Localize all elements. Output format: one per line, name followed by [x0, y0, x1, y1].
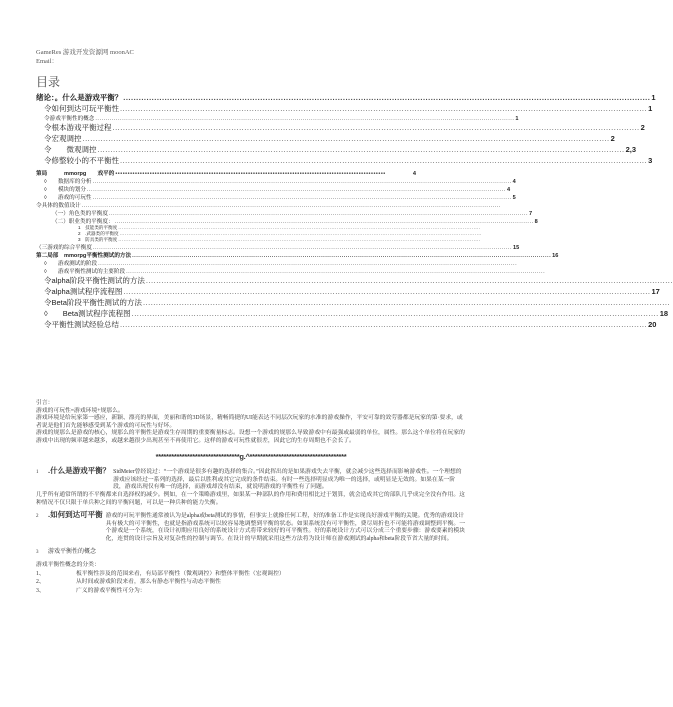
- section-heading: 游戏平衡性的概念: [48, 548, 97, 555]
- toc-entry[interactable]: 令 微观调控 ............................................................................................................................................................................................................ 2,3: [44, 145, 637, 154]
- section-2: [36, 511, 466, 543]
- intro-paragraph: 游戏的可玩性=游戏环境+规那么。: [36, 407, 124, 414]
- toc-entry[interactable]: （三游戏的综合平衡度 ............................................................................................................................................................................................................ 15: [36, 245, 520, 251]
- header-source-line: GameRes 游戏开发资源网 moonAC: [36, 49, 134, 56]
- toc-entry[interactable]: 令平衡性测试经验总结 ............................................................................................................................................................................................................ 20: [44, 320, 657, 329]
- toc-entry[interactable]: ◊ Beta测试程序流程图 ............................................................................................................................................................................................................ 18: [44, 309, 669, 318]
- section-number: 1: [36, 470, 39, 476]
- concept-intro: 游戏平衡性概念的分类：: [36, 562, 100, 569]
- toc-entry[interactable]: 令游戏平衡性的概念 ............................................................................................................................................................................................................ 1: [44, 116, 519, 122]
- toc-entry[interactable]: 绪论：。什么是游戏平衡？ ............................................................................................................................................................................................................ 1: [36, 93, 656, 102]
- toc-entry[interactable]: ◊ 游戏的可玩性 ............................................................................................................................................................................................................ 5: [44, 195, 516, 201]
- toc-entry[interactable]: 令alpha测试程序流程图 ............................................................................................................................................................................................................ 17: [44, 287, 660, 296]
- table-of-contents: [36, 92, 673, 330]
- toc-entry[interactable]: ◊ 游戏平衡性测试的主要阶段 ............................................................................................................................................................................................................: [44, 269, 546, 275]
- section-number: 2: [36, 514, 39, 520]
- toc-entry[interactable]: 第二局部 mmorpg平衡性测试的方法 ............................................................................................................................................................................................................ 16: [36, 253, 559, 259]
- list-item: 3、 广义的游戏平衡性可分为：: [36, 587, 146, 594]
- toc-entry[interactable]: 3 防具类的平衡度 ............................................................................................................................................................................................................: [78, 237, 481, 242]
- section-heading: .如何到达可平衡: [48, 510, 103, 520]
- toc-entry[interactable]: 令具体的数值设计 ............................................................................................................................................................................................................: [36, 203, 501, 209]
- toc-entry[interactable]: ◊ 游戏测试的阶段 ............................................................................................................................................................................................................: [44, 261, 518, 267]
- document-body: [36, 400, 466, 595]
- intro-label: 引言：: [36, 400, 54, 406]
- toc-entry[interactable]: 令Beta阶段平衡性测试的方法 ............................................................................................................................................................................................................: [44, 298, 671, 307]
- toc-entry[interactable]: 令如何到达可玩平衡性 ............................................................................................................................................................................................................ 1: [44, 104, 653, 113]
- paragraph: 几乎所有通常所谓的不平衡都来自选择权的减少。例如，在一个策略游戏里，如果某一种部队的作用和费用相比过于划算，就会造成其它的部队几乎成完全没有作用。这种情况不仅只限于单兵种之间的平衡问题，可以是一种兵种的能力失衡。: [36, 491, 465, 506]
- toc-entry[interactable]: 2 .武器类的平衡度 ............................................................................................................................................................................................................: [78, 231, 482, 236]
- intro-paragraph: 游戏环境是给玩家第一感应，新颖、漂亮的界面，美丽和谐的3D场景，精畅简捷的UI能表达不同层次玩家的水准的游戏操作，平安可靠的效劳器都是玩家的第·要求，或者说是他们首先能够感受到某个游戏的可玩性与好坏。: [36, 415, 463, 429]
- toc-entry[interactable]: ◊ 模块的划分 ............................................................................................................................................................................................................ 4: [44, 187, 511, 193]
- toc-entry[interactable]: 1 技能类的平衡度 ............................................................................................................................................................................................................: [78, 225, 481, 230]
- list-item: 2、 从时间或游戏阶段来看，那么有静态平衡性与动态平衡性: [36, 579, 221, 586]
- toc-entry[interactable]: 令宏观调控 ............................................................................................................................................................................................................ 2: [44, 134, 615, 143]
- header-email-line: Email：: [36, 58, 59, 65]
- section-heading: .什么是游戏平衡？: [48, 466, 111, 476]
- toc-entry[interactable]: 令alpha阶段平衡性测试的方法 ............................................................................................................................................................................................................: [44, 276, 673, 285]
- section-number: 3: [36, 549, 39, 555]
- section-divider: ********************************g.^*************************************: [155, 451, 347, 461]
- toc-entry[interactable]: （二）职业类的平衡度： ............................................................................................................................................................................................................ 8: [52, 219, 538, 225]
- section-text: SidMeier曾经说过：“一个游戏是很多有趣的选择的集合。”因此挥出的是如果游戏失去平衡，就会减少这些选择而影响游戏性。一个理想的游戏应该经过一系列的选择，最后以胜利或其它完成的条件结束。有时一些选择明显成为唯一的选择，或明显是无效的。如果在某一阶段，游戏出现仅有唯一的选择，而游戏却没有结束，就说明游戏的平衡性有了问题。: [113, 469, 462, 491]
- toc-entry[interactable]: 令根本游戏平衡过程 ............................................................................................................................................................................................................ 2: [44, 123, 645, 132]
- section-1: [36, 467, 466, 492]
- section-text: 游戏的可玩平衡性通常被认为是alpha或beta测试的事情，但事实上就像任何工程，好的准备工作是实现良好游戏平衡的关键。优秀的游戏设计具有极大的可平衡性，也就是指游戏系统可以较容易地调整到平衡的状态。如果系统没有可平衡性，费尽周折也不可能将游戏调整到平衡。一个游戏是一个系统，在设计初期应用良好的系统设计方式将带来较好的可平衡性。好的系统设计方式可以分成三个重要步骤：游戏要素的模块化，连贯的设计宗旨及对复杂性的控制与调节。在设计的早期就采用这些方法将为设计师在游戏测试的alpha和beta阶段节省大量的时间。: [105, 513, 466, 542]
- toc-entry[interactable]: （一）角色类的平衡度 ............................................................................................................................................................................................................ 7: [52, 211, 533, 217]
- contents-title: 目录: [36, 75, 61, 89]
- list-item: 1、 板平衡性涉及的范围来看，有局部平衡性（微观调控）和整体平衡性（宏观调控）: [36, 570, 285, 577]
- toc-entry[interactable]: ◊ 数据库的分析 ............................................................................................................................................................................................................ 4: [44, 179, 516, 185]
- toc-entry[interactable]: 令修整较小的不平衡性 ............................................................................................................................................................................................................ 3: [44, 156, 653, 165]
- section-3: [36, 549, 466, 557]
- intro-paragraph: 游戏的规那么是游戏的核心，规那么的平衡性是游戏生存周期的重要衡量标志。设想一个游戏的规那么导致游戏中有最强或最弱的单位，属性。那么这个单位将在玩家的游戏中出现的频率越来越多，或越来越很少出现甚至不再使用它。这样的游戏可玩性就很差，因此它的生存周期也不会长了。: [36, 430, 465, 444]
- toc-entry[interactable]: 第局 mmorpg 戏平的 •••••••••••••••••••••••••••••••••••••••••••••••••••••••••••••••••••••••••••••••••••••••••••••••••••••••••••••• 4: [36, 171, 416, 177]
